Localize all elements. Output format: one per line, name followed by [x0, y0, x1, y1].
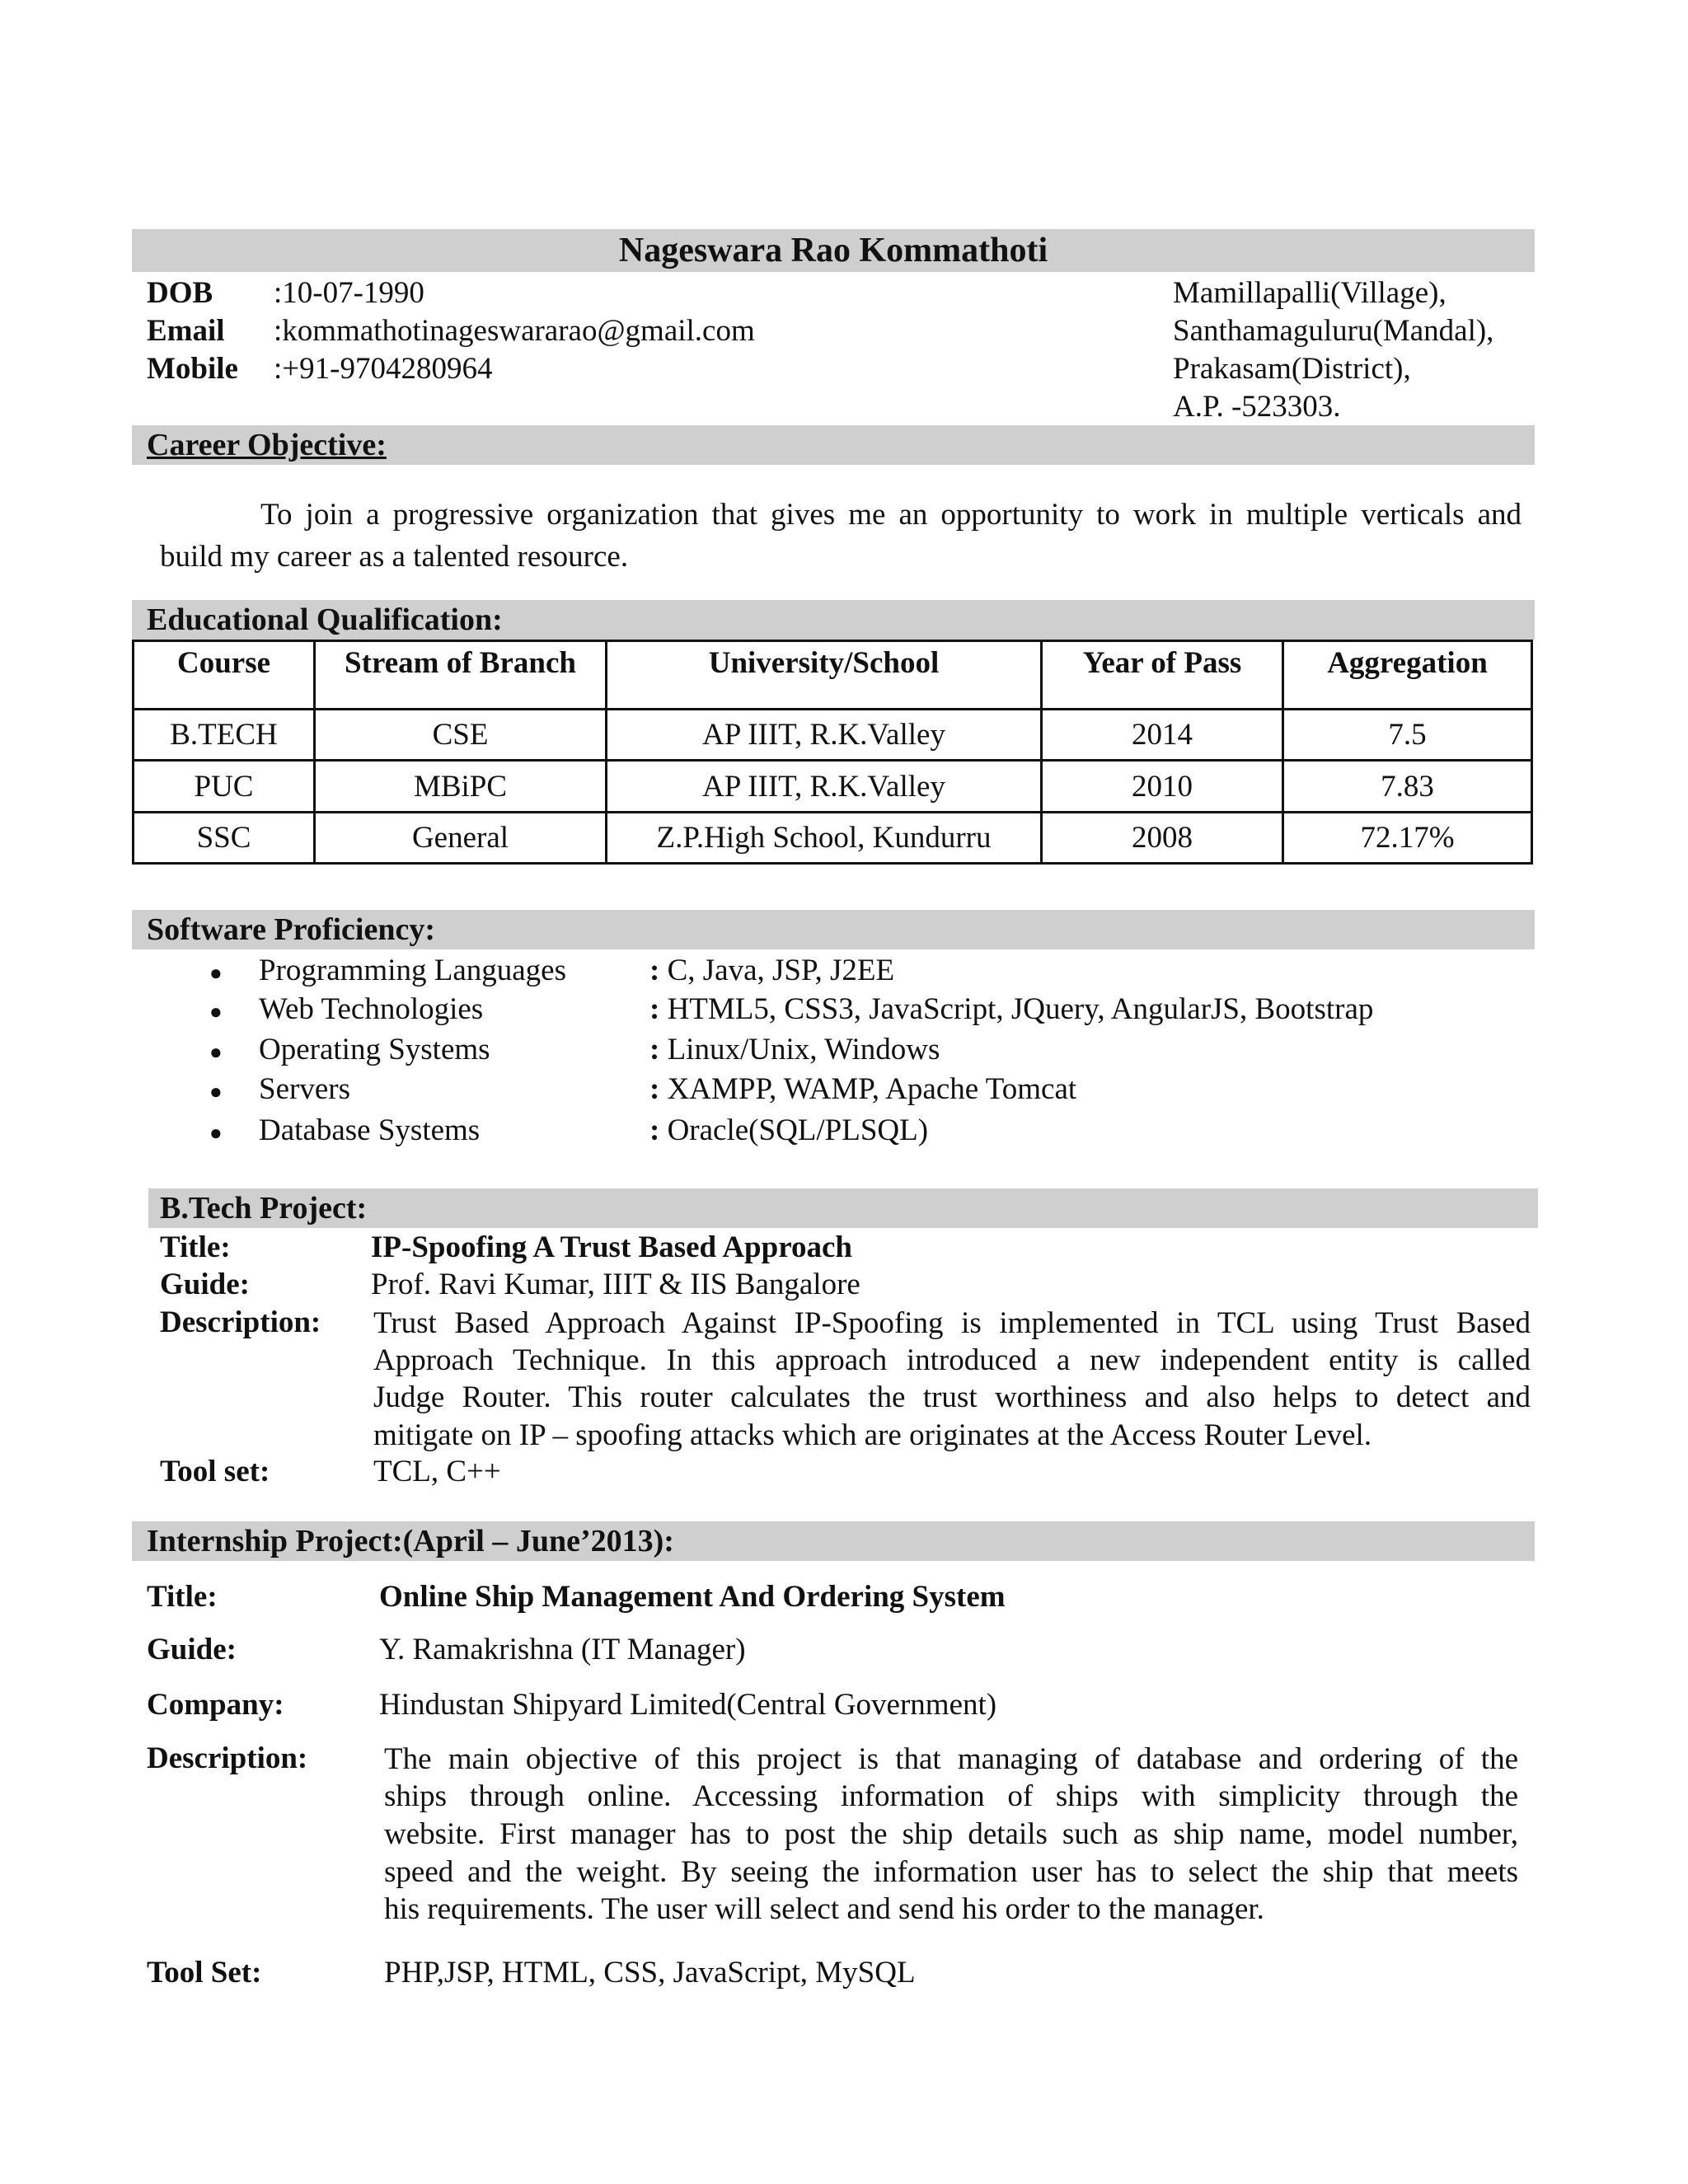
table-cell: 2010 [1042, 761, 1283, 813]
internship-title-value: Online Ship Management And Ordering System [379, 1580, 1006, 1614]
table-cell: SSC [134, 813, 315, 864]
table-cell: PUC [134, 761, 315, 813]
internship-guide-label: Guide: [147, 1633, 237, 1666]
btech-guide-label: Guide: [160, 1268, 250, 1301]
education-table [132, 640, 1533, 865]
bullet-icon: ● [209, 1000, 223, 1024]
software-label: Operating Systems [259, 1033, 490, 1066]
table-cell: General [315, 813, 607, 864]
software-value: : HTML5, CSS3, JavaScript, JQuery, AngularJS, Bootstrap [649, 992, 1374, 1026]
btech-tools-label: Tool set: [160, 1455, 270, 1488]
software-label: Programming Languages [259, 954, 566, 987]
btech-desc-line: Trust Based Approach Against IP-Spoofing is implemented in TCL using Trust Based [373, 1306, 1531, 1340]
btech-title-value: IP-Spoofing A Trust Based Approach [371, 1230, 852, 1264]
internship-heading: Internship Project:(April – June’2013): [147, 1524, 674, 1558]
internship-tools-value: PHP,JSP, HTML, CSS, JavaScript, MySQL [384, 1956, 916, 1990]
dob-value: :10-07-1990 [274, 276, 424, 310]
address-line-2: Santhamaguluru(Mandal), [1173, 314, 1494, 348]
internship-guide-value: Y. Ramakrishna (IT Manager) [379, 1633, 746, 1666]
internship-desc-label: Description: [147, 1741, 308, 1775]
internship-tools-label: Tool Set: [147, 1956, 262, 1990]
mobile-label: Mobile [147, 352, 238, 386]
table-cell: AP IIIT, R.K.Valley [607, 761, 1042, 813]
software-value-text: HTML5, CSS3, JavaScript, JQuery, AngularJS, Bootstrap [667, 992, 1374, 1026]
bullet-icon: ● [209, 1121, 223, 1145]
career-line-1: To join a progressive organization that gives me an opportunity to work in multiple verticals and [260, 498, 1522, 532]
header-year: Year of Pass [1042, 641, 1283, 710]
internship-desc-line: ships through online. Accessing information of ships with simplicity through the [384, 1779, 1518, 1813]
header-university: University/School [607, 641, 1042, 710]
internship-desc-line: website. First manager has to post the ship details such as ship name, model number, [384, 1817, 1518, 1851]
internship-company-value: Hindustan Shipyard Limited(Central Government) [379, 1688, 997, 1722]
table-row [134, 813, 1532, 864]
internship-company-label: Company: [147, 1688, 284, 1722]
btech-desc-label: Description: [160, 1305, 321, 1339]
table-cell: 72.17% [1283, 813, 1532, 864]
software-value: : XAMPP, WAMP, Apache Tomcat [649, 1072, 1077, 1106]
table-cell: B.TECH [134, 710, 315, 761]
software-value-text: Linux/Unix, Windows [667, 1033, 940, 1066]
address-line-4: A.P. -523303. [1173, 390, 1341, 424]
internship-desc-line: his requirements. The user will select and send his order to the manager. [384, 1892, 1264, 1926]
software-label: Database Systems [259, 1113, 481, 1147]
internship-desc-line: The main objective of this project is that managing of database and ordering of the [384, 1742, 1518, 1776]
table-row [134, 761, 1532, 813]
email-label: Email [147, 314, 225, 348]
software-value: : C, Java, JSP, J2EE [649, 954, 895, 987]
software-value: : Oracle(SQL/PLSQL) [649, 1113, 929, 1147]
table-cell: 7.83 [1283, 761, 1532, 813]
header-aggregation: Aggregation [1283, 641, 1532, 710]
bullet-icon: ● [209, 961, 223, 985]
career-heading: Career Objective: [147, 428, 387, 462]
btech-desc-line: mitigate on IP – spoofing attacks which are originates at the Access Router Level. [373, 1418, 1372, 1452]
btech-tools-value: TCL, C++ [373, 1455, 501, 1488]
candidate-name: Nageswara Rao Kommathoti [618, 232, 1048, 269]
address-line-3: Prakasam(District), [1173, 352, 1411, 386]
software-value-text: Oracle(SQL/PLSQL) [667, 1113, 929, 1147]
mobile-value: :+91-9704280964 [274, 352, 493, 386]
software-label: Servers [259, 1072, 350, 1106]
table-cell: 2008 [1042, 813, 1283, 864]
bullet-icon: ● [209, 1080, 223, 1104]
btech-desc-line: Approach Technique. In this approach introduced a new independent entity is called [373, 1343, 1531, 1377]
btech-heading: B.Tech Project: [160, 1191, 368, 1226]
internship-desc-line: speed and the weight. By seeing the information user has to select the ship that meets [384, 1855, 1518, 1889]
btech-guide-value: Prof. Ravi Kumar, IIIT & IIS Bangalore [371, 1268, 860, 1301]
table-cell: AP IIIT, R.K.Valley [607, 710, 1042, 761]
header-stream: Stream of Branch [315, 641, 607, 710]
software-heading: Software Proficiency: [147, 912, 435, 947]
table-row [134, 710, 1532, 761]
table-cell: Z.P.High School, Kundurru [607, 813, 1042, 864]
bullet-icon: ● [209, 1040, 223, 1064]
internship-title-label: Title: [147, 1580, 218, 1614]
table-cell: 7.5 [1283, 710, 1532, 761]
dob-label: DOB [147, 276, 213, 310]
email-value: :kommathotinageswararao@gmail.com [274, 314, 755, 348]
address-line-1: Mamillapalli(Village), [1173, 276, 1447, 310]
table-cell: 2014 [1042, 710, 1283, 761]
software-value: : Linux/Unix, Windows [649, 1033, 940, 1066]
table-cell: CSE [315, 710, 607, 761]
btech-desc-line: Judge Router. This router calculates the trust worthiness and also helps to detect and [373, 1380, 1531, 1414]
btech-title-label: Title: [160, 1230, 231, 1264]
software-value-text: XAMPP, WAMP, Apache Tomcat [667, 1072, 1077, 1106]
education-heading: Educational Qualification: [147, 602, 503, 637]
header-course: Course [134, 641, 315, 710]
table-cell: MBiPC [315, 761, 607, 813]
career-line-2: build my career as a talented resource. [160, 540, 629, 574]
software-value-text: C, Java, JSP, J2EE [667, 954, 895, 987]
software-label: Web Technologies [259, 992, 484, 1026]
